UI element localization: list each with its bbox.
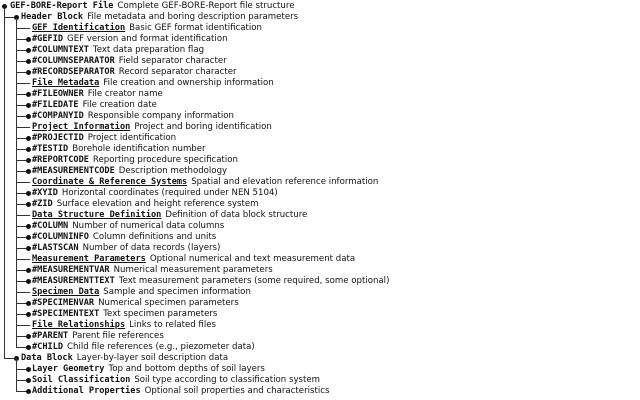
- node-name: #LASTSCAN: [32, 242, 79, 253]
- connector-branch: [16, 369, 26, 370]
- node-name: #COLUMNTEXT: [32, 44, 89, 55]
- connector-branch: [16, 138, 26, 139]
- node-name: #FILEDATE: [32, 99, 79, 110]
- node-description: Description methodology: [118, 165, 228, 176]
- node-description: Field separator character: [118, 55, 227, 66]
- bullet-icon: [26, 48, 31, 53]
- bullet-icon: [26, 224, 31, 229]
- bullet-icon: [26, 268, 31, 273]
- node-label: [32, 254, 355, 265]
- connector-branch: [16, 248, 26, 249]
- bullet-icon: [26, 92, 31, 97]
- node-label: [32, 309, 217, 320]
- connector-branch: [16, 105, 26, 106]
- node-label: [32, 111, 234, 122]
- node-description: Text measurement parameters (some required, some optional): [118, 275, 390, 286]
- node-description: Definition of data block structure: [165, 209, 308, 220]
- node-description: Child file references (e.g., piezometer data): [67, 341, 255, 352]
- connector-branch: [16, 28, 30, 29]
- node-description: Complete GEF-BORE-Report file structure: [117, 0, 295, 11]
- section-heading: Project Information: [32, 121, 131, 132]
- node-name: #COLUMNINFO: [32, 231, 89, 242]
- node-label: [32, 199, 259, 210]
- node-description: Soil type according to classification system: [134, 374, 321, 385]
- node-name: #XYID: [32, 187, 58, 198]
- section-heading: Coordinate & Reference Systems: [32, 176, 188, 187]
- node-description: Layer-by-layer soil description data: [76, 352, 229, 363]
- node-description: Responsible company information: [87, 110, 234, 121]
- node-name: #COMPANYID: [32, 110, 84, 121]
- connector-branch: [16, 160, 26, 161]
- bullet-icon: [26, 367, 31, 372]
- node-description: File metadata and boring description parameters: [87, 11, 299, 22]
- bullet-icon: [26, 312, 31, 317]
- section-heading: GEF Identification: [32, 22, 126, 33]
- node-description: Optional numerical and text measurement data: [149, 253, 356, 264]
- node-label: [32, 78, 274, 89]
- section-heading: File Relationships: [32, 319, 126, 330]
- node-label: [32, 100, 157, 111]
- node-name: #GEFID: [32, 33, 64, 44]
- connector-branch: [16, 325, 30, 326]
- node-description: File creation date: [82, 99, 157, 110]
- connector-branch: [16, 39, 26, 40]
- section-heading: File Metadata: [32, 77, 100, 88]
- node-description: Surface elevation and height reference system: [56, 198, 259, 209]
- connector-branch: [16, 391, 26, 392]
- node-description: Text data preparation flag: [92, 44, 205, 55]
- bullet-icon: [26, 235, 31, 240]
- bullet-icon: [26, 279, 31, 284]
- node-label: [32, 23, 262, 34]
- node-label: [32, 210, 307, 221]
- node-name: #TESTID: [32, 143, 69, 154]
- connector-branch: [16, 193, 26, 194]
- connector-branch: [16, 237, 26, 238]
- node-label: [32, 67, 237, 78]
- bullet-icon: [26, 389, 31, 394]
- connector-branch: [16, 281, 26, 282]
- node-description: Reporting procedure specification: [92, 154, 238, 165]
- bullet-icon: [26, 301, 31, 306]
- connector-branch: [16, 270, 26, 271]
- bullet-icon: [26, 191, 31, 196]
- bullet-icon: [26, 345, 31, 350]
- node-label: [10, 1, 295, 12]
- node-label: [32, 320, 216, 331]
- connector-branch: [16, 83, 30, 84]
- connector-branch: [16, 50, 26, 51]
- node-name: #PARENT: [32, 330, 69, 341]
- node-label: [32, 287, 251, 298]
- node-description: Horizontal coordinates (required under NEN 5104): [61, 187, 278, 198]
- connector-branch: [16, 61, 26, 62]
- node-description: File creator name: [87, 88, 163, 99]
- node-name: #ZID: [32, 198, 53, 209]
- node-label: [32, 34, 228, 45]
- bullet-icon: [26, 114, 31, 119]
- node-name: Data Block: [21, 352, 73, 363]
- connector-branch: [16, 215, 30, 216]
- node-label: [21, 353, 228, 364]
- bullet-icon: [26, 103, 31, 108]
- node-name: Layer Geometry: [32, 363, 105, 374]
- node-label: [32, 221, 224, 232]
- connector-branch: [16, 380, 26, 381]
- node-name: GEF-BORE-Report File: [10, 0, 114, 11]
- node-description: Number of numerical data columns: [72, 220, 225, 231]
- node-description: Links to related files: [129, 319, 217, 330]
- connector-branch: [16, 303, 26, 304]
- node-name: #COLUMN: [32, 220, 69, 231]
- bullet-icon: [26, 169, 31, 174]
- node-description: Sample and specimen information: [103, 286, 251, 297]
- bullet-icon: [26, 70, 31, 75]
- bullet-icon: [26, 334, 31, 339]
- connector-branch: [16, 116, 26, 117]
- connector-branch: [16, 336, 26, 337]
- node-description: Column definitions and units: [92, 231, 217, 242]
- node-label: [32, 265, 273, 276]
- connector-branch: [4, 358, 14, 359]
- connector-branch: [16, 127, 30, 128]
- section-heading: Data Structure Definition: [32, 209, 162, 220]
- node-name: Header Block: [21, 11, 84, 22]
- bullet-icon: [26, 59, 31, 64]
- connector-line: [4, 7, 5, 359]
- node-label: [32, 188, 278, 199]
- node-description: Spatial and elevation reference information: [191, 176, 379, 187]
- node-description: Project identification: [87, 132, 177, 143]
- bullet-icon: [26, 37, 31, 42]
- section-heading: Specimen Data: [32, 286, 100, 297]
- node-name: #FILEOWNER: [32, 88, 84, 99]
- node-description: File creation and ownership information: [103, 77, 274, 88]
- node-label: [32, 364, 265, 375]
- node-description: Top and bottom depths of soil layers: [108, 363, 265, 374]
- node-name: #CHILD: [32, 341, 64, 352]
- node-label: [32, 89, 163, 100]
- node-description: Parent file references: [72, 330, 164, 341]
- node-description: Basic GEF format identification: [129, 22, 262, 33]
- node-name: #COLUMNSEPARATOR: [32, 55, 115, 66]
- node-label: [32, 122, 272, 133]
- node-label: [32, 56, 227, 67]
- node-description: Text specimen parameters: [103, 308, 218, 319]
- bullet-icon: [26, 378, 31, 383]
- connector-branch: [16, 72, 26, 73]
- node-label: [32, 298, 239, 309]
- node-name: #PROJECTID: [32, 132, 84, 143]
- connector-branch: [4, 17, 14, 18]
- section-heading: Measurement Parameters: [32, 253, 146, 264]
- connector-line: [16, 359, 17, 392]
- node-label: [32, 232, 216, 243]
- bullet-icon: [26, 158, 31, 163]
- connector-branch: [16, 171, 26, 172]
- node-name: #MEASUREMENTTEXT: [32, 275, 115, 286]
- connector-branch: [16, 204, 26, 205]
- node-label: [32, 166, 227, 177]
- node-name: #RECORDSEPARATOR: [32, 66, 115, 77]
- connector-branch: [16, 149, 26, 150]
- node-label: [32, 276, 389, 287]
- node-description: Number of data records (layers): [82, 242, 221, 253]
- node-label: [32, 342, 255, 353]
- connector-branch: [16, 259, 30, 260]
- node-name: #MEASUREMENTCODE: [32, 165, 115, 176]
- connector-branch: [16, 182, 30, 183]
- node-name: #REPORTCODE: [32, 154, 89, 165]
- node-name: Additional Properties: [32, 385, 141, 396]
- node-label: [32, 133, 176, 144]
- node-description: GEF version and format identification: [67, 33, 228, 44]
- bullet-icon: [26, 147, 31, 152]
- node-description: Project and boring identification: [134, 121, 272, 132]
- node-name: #SPECIMENVAR: [32, 297, 95, 308]
- connector-branch: [16, 292, 30, 293]
- node-label: [32, 375, 320, 386]
- node-description: Numerical specimen parameters: [98, 297, 239, 308]
- connector-branch: [16, 314, 26, 315]
- node-label: [21, 12, 298, 23]
- node-description: Optional soil properties and characteristics: [144, 385, 330, 396]
- node-label: [32, 144, 206, 155]
- bullet-icon: [26, 136, 31, 141]
- node-label: [32, 331, 164, 342]
- node-label: [32, 243, 220, 254]
- connector-branch: [16, 94, 26, 95]
- connector-branch: [16, 347, 26, 348]
- node-label: [32, 386, 329, 397]
- node-name: Soil Classification: [32, 374, 131, 385]
- node-description: Borehole identification number: [72, 143, 206, 154]
- connector-branch: [16, 226, 26, 227]
- node-name: #SPECIMENTEXT: [32, 308, 100, 319]
- node-label: [32, 155, 238, 166]
- node-description: Numerical measurement parameters: [113, 264, 273, 275]
- node-label: [32, 177, 378, 188]
- bullet-icon: [26, 246, 31, 251]
- node-description: Record separator character: [118, 66, 237, 77]
- node-name: #MEASUREMENTVAR: [32, 264, 110, 275]
- node-label: [32, 45, 204, 56]
- bullet-icon: [26, 202, 31, 207]
